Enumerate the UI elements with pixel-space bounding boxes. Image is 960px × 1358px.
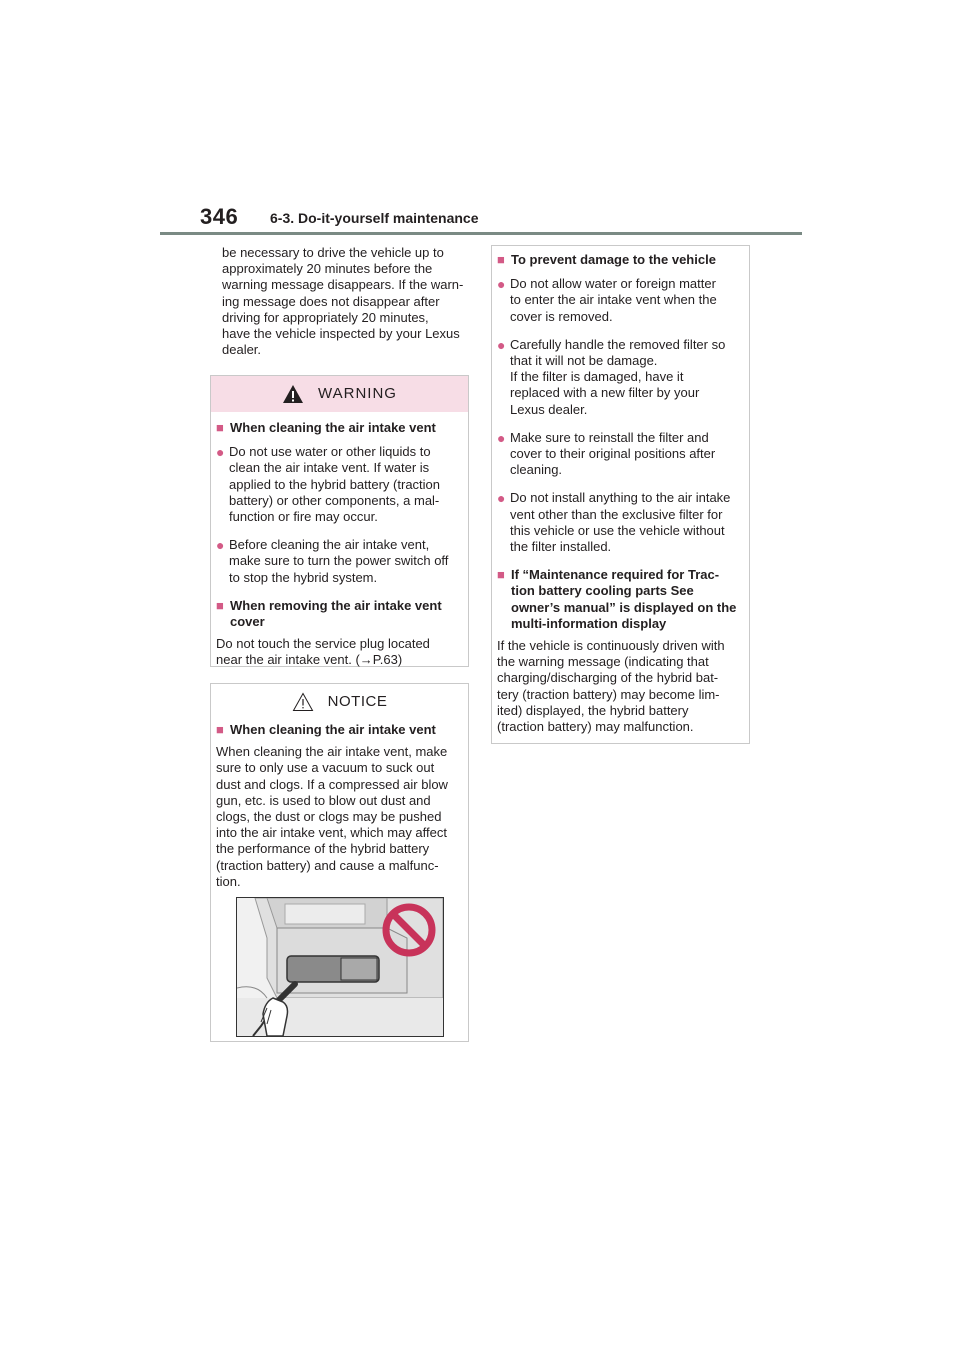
text-line: Do not touch the service plug located [216, 636, 430, 652]
warning-bullet-liquids [216, 444, 462, 525]
text-line: Before cleaning the air intake vent, [229, 537, 430, 553]
warning-heading-cleaning [216, 420, 462, 436]
header-rule [160, 232, 802, 235]
text-line: into the air intake vent, which may affect [216, 825, 447, 841]
heading-text: When removing the air intake vent [230, 597, 442, 613]
warning-triangle-icon [282, 384, 304, 404]
warning-box [210, 375, 469, 667]
text-line: sure to only use a vacuum to suck out [216, 760, 435, 776]
text-line: (traction battery) may malfunction. [497, 719, 694, 735]
section-title: 6-3. Do-it-yourself maintenance [270, 210, 479, 226]
text-line: ing message does not disappear after [222, 293, 440, 309]
notice-triangle-icon [292, 692, 314, 712]
round-bullet-icon: ● [497, 490, 506, 507]
text-line: replaced with a new filter by your [510, 385, 700, 401]
text-line: Do not allow water or foreign matter [510, 276, 716, 292]
heading-text: owner’s manual” is displayed on the [511, 599, 737, 615]
text-line: function or fire may occur. [229, 509, 378, 525]
notice-heading [216, 722, 462, 738]
warning-title: WARNING [318, 384, 397, 402]
bullet-exclusive-filter [497, 490, 743, 555]
text-line: warning message disappears. If the warn- [222, 277, 464, 293]
notice-paragraph [216, 744, 462, 890]
text-line: dust and clogs. If a compressed air blow [216, 776, 448, 792]
text-line: gun, etc. is used to blow out dust and [216, 792, 431, 808]
round-bullet-icon: ● [497, 336, 506, 353]
text-line: cover is removed. [510, 308, 613, 324]
text-line: If the vehicle is continuously driven with [497, 638, 725, 654]
text-line: this vehicle or use the vehicle without [510, 522, 725, 538]
text-line: to enter the air intake vent when the [510, 292, 717, 308]
round-bullet-icon: ● [216, 537, 225, 554]
square-bullet-icon: ■ [497, 567, 505, 583]
text-line: vent other than the exclusive filter for [510, 506, 723, 522]
text-line: the filter installed. [510, 539, 612, 555]
bullet-handle-filter [497, 337, 743, 418]
text-line: near the air intake vent. (→P.63) [216, 652, 403, 668]
square-bullet-icon: ■ [497, 252, 505, 267]
text-line: approximately 20 minutes before the [222, 261, 433, 277]
text-line: that it will not be damage. [510, 353, 658, 369]
text-line: dealer. [222, 342, 262, 358]
heading-maintenance-required [497, 567, 743, 632]
heading-text: cover [230, 614, 265, 630]
text-line: If the filter is damaged, have it [510, 369, 684, 385]
text-line: When cleaning the air intake vent, make [216, 744, 448, 760]
round-bullet-icon: ● [497, 276, 506, 293]
warning-paragraph [216, 636, 462, 668]
text-line: applied to the hybrid battery (traction [229, 476, 441, 492]
text-line: Carefully handle the removed filter so [510, 336, 726, 352]
warning-bullet-power-switch [216, 537, 462, 586]
text-line: cover to their original positions after [510, 446, 716, 462]
text-line: the warning message (indicating that [497, 654, 709, 670]
bullet-water-foreign-matter [497, 276, 743, 325]
text-line: charging/discharging of the hybrid bat- [497, 670, 719, 686]
text-line: Do not install anything to the air intake [510, 490, 731, 506]
text-line: cleaning. [510, 462, 563, 478]
notice-title-bar [211, 684, 468, 720]
text-line: ited) displayed, the hybrid battery [497, 702, 689, 718]
heading-text: When cleaning the air intake vent [230, 420, 436, 435]
text-line: have the vehicle inspected by your Lexus [222, 326, 460, 342]
square-bullet-icon: ■ [216, 420, 224, 435]
page-number: 346 [200, 204, 239, 229]
intro-paragraph [222, 245, 470, 358]
warning-title-bar [211, 376, 468, 412]
text-line: be necessary to drive the vehicle up to [222, 245, 444, 260]
text-line: tery (traction battery) may become lim- [497, 686, 720, 702]
heading-text: tion battery cooling parts See [511, 583, 694, 599]
page-header [160, 200, 802, 236]
text-line: make sure to turn the power switch off [229, 553, 449, 569]
text-line: clean the air intake vent. If water is [229, 460, 430, 476]
text-line: (traction battery) and cause a malfunc- [216, 857, 439, 873]
bullet-reinstall-filter [497, 430, 743, 479]
heading-text: When cleaning the air intake vent [230, 722, 436, 737]
text-line: to stop the hybrid system. [229, 569, 378, 585]
round-bullet-icon: ● [497, 429, 506, 446]
text-line: Make sure to reinstall the filter and [510, 429, 709, 445]
damage-prevention-box [491, 245, 750, 744]
heading-text: If “Maintenance required for Trac- [511, 567, 720, 583]
heading-prevent-damage [497, 252, 743, 268]
prohibition-icon [381, 902, 437, 958]
square-bullet-icon: ■ [216, 722, 224, 737]
notice-title: NOTICE [327, 692, 388, 710]
text-line: tion. [216, 873, 241, 889]
heading-text: multi-information display [511, 615, 667, 631]
round-bullet-icon: ● [216, 444, 225, 461]
text-line: Lexus dealer. [510, 401, 588, 417]
text-line: clogs, the dust or clogs may be pushed [216, 809, 442, 825]
text-line: driving for appropriately 20 minutes, [222, 309, 429, 325]
text-line: battery) or other components, a mal- [229, 492, 440, 508]
air-intake-vent-illustration [236, 897, 444, 1037]
warning-heading-removing [216, 598, 462, 630]
text-line: Do not use water or other liquids to [229, 444, 431, 460]
text-line: the performance of the hybrid battery [216, 841, 430, 857]
maintenance-paragraph [497, 638, 743, 735]
heading-text: To prevent damage to the vehicle [511, 252, 716, 267]
square-bullet-icon: ■ [216, 597, 224, 613]
